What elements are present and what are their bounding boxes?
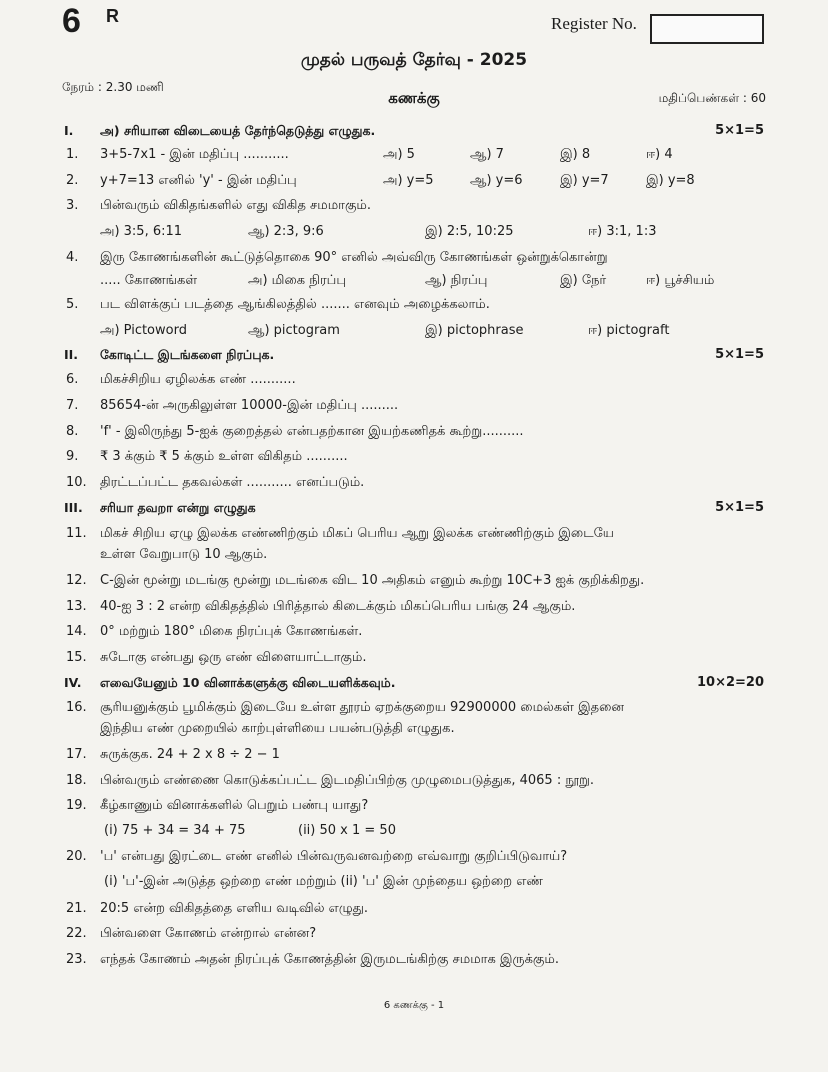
- question-text: மிகச்சிறிய ஏழிலக்க எண் ...........: [100, 372, 296, 387]
- option: ஈ) பூச்சியம்: [646, 273, 715, 288]
- question-text-continued: (ii) 50 x 1 = 50: [298, 823, 396, 838]
- option: ஆ) 2:3, 9:6: [248, 224, 324, 239]
- section-instruction: அ) சரியான விடையைத் தேர்ந்தெடுத்து எழுதுக.: [100, 123, 376, 138]
- section-instruction: சரியா தவறா என்று எழுதுக: [100, 500, 256, 515]
- question-number: 1.: [66, 147, 79, 162]
- question-text: கீழ்காணும் வினாக்களில் பெறும் பண்பு யாது?: [100, 798, 369, 813]
- question-text: 'ப' என்பது இரட்டை எண் எனில் பின்வருவனவற்றை எவ்வாறு குறிப்பிடுவாய்?: [100, 849, 568, 864]
- option: இ) நேர்: [560, 273, 607, 288]
- question-text: பட விளக்குப் படத்தை ஆங்கிலத்தில் ....... எனவும் அழைக்கலாம்.: [100, 297, 490, 312]
- question-number: 11.: [66, 526, 87, 541]
- option: ஈ) pictograft: [588, 323, 670, 338]
- question-number: 22.: [66, 926, 87, 941]
- question-text: 40-ஐ 3 : 2 என்ற விகிதத்தில் பிரித்தால் கிடைக்கும் மிகப்பெரிய பங்கு 24 ஆகும்.: [100, 599, 576, 614]
- question-number: 8.: [66, 424, 79, 439]
- total-marks: மதிப்பெண்கள் : 60: [658, 91, 766, 105]
- question: [0, 649, 828, 673]
- question-text: 85654-ன் அருகிலுள்ள 10000-இன் மதிப்பு .........: [100, 398, 399, 413]
- option: அ) 5: [383, 147, 415, 162]
- section-heading: [0, 499, 828, 521]
- question-number: 3.: [66, 198, 79, 213]
- question-text: இரு கோணங்களின் கூட்டுத்தொகை 90° எனில் அவ்விரு கோணங்கள் ஒன்றுக்கொன்று: [100, 250, 608, 265]
- option: ஈ) 3:1, 1:3: [588, 224, 657, 239]
- section-marks: 5×1=5: [715, 347, 764, 362]
- question-number: 13.: [66, 599, 87, 614]
- section-marks: 5×1=5: [715, 123, 764, 138]
- question: [0, 772, 828, 796]
- question-number: 17.: [66, 747, 87, 762]
- question-number: 20.: [66, 849, 87, 864]
- section-instruction: எவையேனும் 10 வினாக்களுக்கு விடையளிக்கவும்.: [100, 675, 396, 690]
- register-label: Register No.: [551, 14, 637, 33]
- question-number: 10.: [66, 475, 87, 490]
- section-heading: [0, 674, 828, 696]
- question: [0, 623, 828, 647]
- question-continued: [0, 873, 828, 897]
- exam-time: நேரம் : 2.30 மணி: [62, 80, 164, 94]
- section-number: IV.: [64, 675, 82, 690]
- question-text: மிகச் சிறிய ஏழு இலக்க எண்ணிற்கும் மிகப் பெரிய ஆறு இலக்க எண்ணிற்கும் இடையே: [100, 526, 614, 541]
- option: அ) y=5: [383, 173, 434, 188]
- option: ஆ) நிரப்பு: [425, 273, 488, 288]
- class-number: 6: [62, 2, 81, 40]
- option: ஈ) 4: [646, 147, 673, 162]
- option: ஆ) 7: [470, 147, 504, 162]
- section-marks: 10×2=20: [696, 675, 764, 690]
- section-number: I.: [64, 123, 74, 138]
- question-continued: [0, 546, 828, 570]
- question-number: 14.: [66, 624, 87, 639]
- question-text: y+7=13 எனில் 'y' - இன் மதிப்பு: [100, 173, 297, 188]
- question: [0, 172, 828, 196]
- question-text-continued: இந்திய எண் முறையில் காற்புள்ளியை பயன்படுத்தி எழுதுக.: [100, 721, 455, 736]
- question-continued: [0, 822, 828, 846]
- question-text: ₹ 3 க்கும் ₹ 5 க்கும் உள்ள விகிதம் ..........: [100, 449, 348, 464]
- question: [0, 951, 828, 975]
- question-text: சூரியனுக்கும் பூமிக்கும் இடையே உள்ள தூரம் ஏறக்குறைய 92900000 மைல்கள் இதனை: [100, 700, 625, 715]
- page-footer: 6 கணக்கு - 1: [383, 1000, 445, 1011]
- question-number: 12.: [66, 573, 87, 588]
- option: இ) y=7: [560, 173, 609, 188]
- question-options: [0, 272, 828, 296]
- question-number: 15.: [66, 650, 87, 665]
- section-heading: [0, 122, 828, 144]
- question-number: 7.: [66, 398, 79, 413]
- option: அ) மிகை நிரப்பு: [248, 273, 347, 288]
- question-text: C-இன் மூன்று மடங்கு மூன்று மடங்கை விட 10 அதிகம் எனும் கூற்று 10C+3 ஐக் குறிக்கிறது.: [100, 573, 645, 588]
- question-number: 19.: [66, 798, 87, 813]
- question-options: [0, 322, 828, 346]
- subject-title: கணக்கு: [388, 89, 440, 107]
- question: [0, 797, 828, 821]
- option: ஆ) y=6: [470, 173, 523, 188]
- section-heading: [0, 346, 828, 368]
- question: [0, 448, 828, 472]
- question: [0, 572, 828, 596]
- question: [0, 197, 828, 221]
- register-number-box[interactable]: [650, 14, 764, 44]
- question-continued: [0, 720, 828, 744]
- question: [0, 296, 828, 320]
- option: ஆ) pictogram: [248, 323, 340, 338]
- section-instruction: கோடிட்ட இடங்களை நிரப்புக.: [100, 347, 275, 362]
- question-text-continued: (i) 'ப'-இன் அடுத்த ஒற்றை எண் மற்றும் (ii) 'ப' இன் முந்தைய ஒற்றை எண்: [104, 874, 543, 889]
- question-number: 5.: [66, 297, 79, 312]
- question-number: 21.: [66, 901, 87, 916]
- question-text-continued: உள்ள வேறுபாடு 10 ஆகும்.: [100, 547, 268, 562]
- question-number: 23.: [66, 952, 87, 967]
- question-text-continued: (i) 75 + 34 = 34 + 75: [104, 823, 246, 838]
- question-text: 20:5 என்ற விகிதத்தை எளிய வடிவில் எழுது.: [100, 901, 369, 916]
- question: [0, 848, 828, 872]
- section-number: II.: [64, 347, 79, 362]
- question: [0, 397, 828, 421]
- section-number: III.: [64, 500, 83, 515]
- section-marks: 5×1=5: [715, 500, 764, 515]
- option: இ) pictophrase: [425, 323, 524, 338]
- option: இ) 8: [560, 147, 591, 162]
- question-number: 16.: [66, 700, 87, 715]
- question-options: [0, 223, 828, 247]
- question-number: 2.: [66, 173, 79, 188]
- question-text: சுடோகு என்பது ஒரு எண் விளையாட்டாகும்.: [100, 650, 367, 665]
- question-number: 4.: [66, 250, 79, 265]
- question-text: பின்வரும் விகிதங்களில் எது விகித சமமாகும்.: [100, 198, 372, 213]
- question: [0, 249, 828, 273]
- option: இ) y=8: [646, 173, 695, 188]
- question-number: 9.: [66, 449, 79, 464]
- question: [0, 423, 828, 447]
- question: [0, 746, 828, 770]
- question-text-continued: ..... கோணங்கள்: [100, 273, 198, 288]
- question-text: 0° மற்றும் 180° மிகை நிரப்புக் கோணங்கள்.: [100, 624, 363, 639]
- question: [0, 371, 828, 395]
- section-letter: R: [106, 6, 119, 26]
- question-text: பின்வரும் எண்ணை கொடுக்கப்பட்ட இடமதிப்பிற்கு முழுமைபடுத்துக, 4065 : நூறு.: [100, 773, 594, 788]
- option: இ) 2:5, 10:25: [425, 224, 514, 239]
- question: [0, 146, 828, 170]
- option: அ) 3:5, 6:11: [100, 224, 183, 239]
- exam-title: முதல் பருவத் தேர்வு - 2025: [300, 50, 528, 70]
- question-text: பின்வளை கோணம் என்றால் என்ன?: [100, 926, 317, 941]
- question-number: 18.: [66, 773, 87, 788]
- question: [0, 925, 828, 949]
- question-number: 6.: [66, 372, 79, 387]
- question: [0, 474, 828, 498]
- question-text: 'f' - இலிருந்து 5-ஐக் குறைத்தல் என்பதற்கான இயற்கணிதக் கூற்று..........: [100, 424, 524, 439]
- question-text: திரட்டப்பட்ட தகவல்கள் ........... எனப்படும்.: [100, 475, 365, 490]
- option: அ) Pictoword: [100, 323, 187, 338]
- question: [0, 900, 828, 924]
- question-text: சுருக்குக. 24 + 2 x 8 ÷ 2 − 1: [100, 747, 280, 762]
- question: [0, 598, 828, 622]
- question-text: எந்தக் கோணம் அதன் நிரப்புக் கோணத்தின் இருமடங்கிற்கு சமமாக இருக்கும்.: [100, 952, 559, 967]
- question-text: 3+5-7x1 - இன் மதிப்பு ...........: [100, 147, 289, 162]
